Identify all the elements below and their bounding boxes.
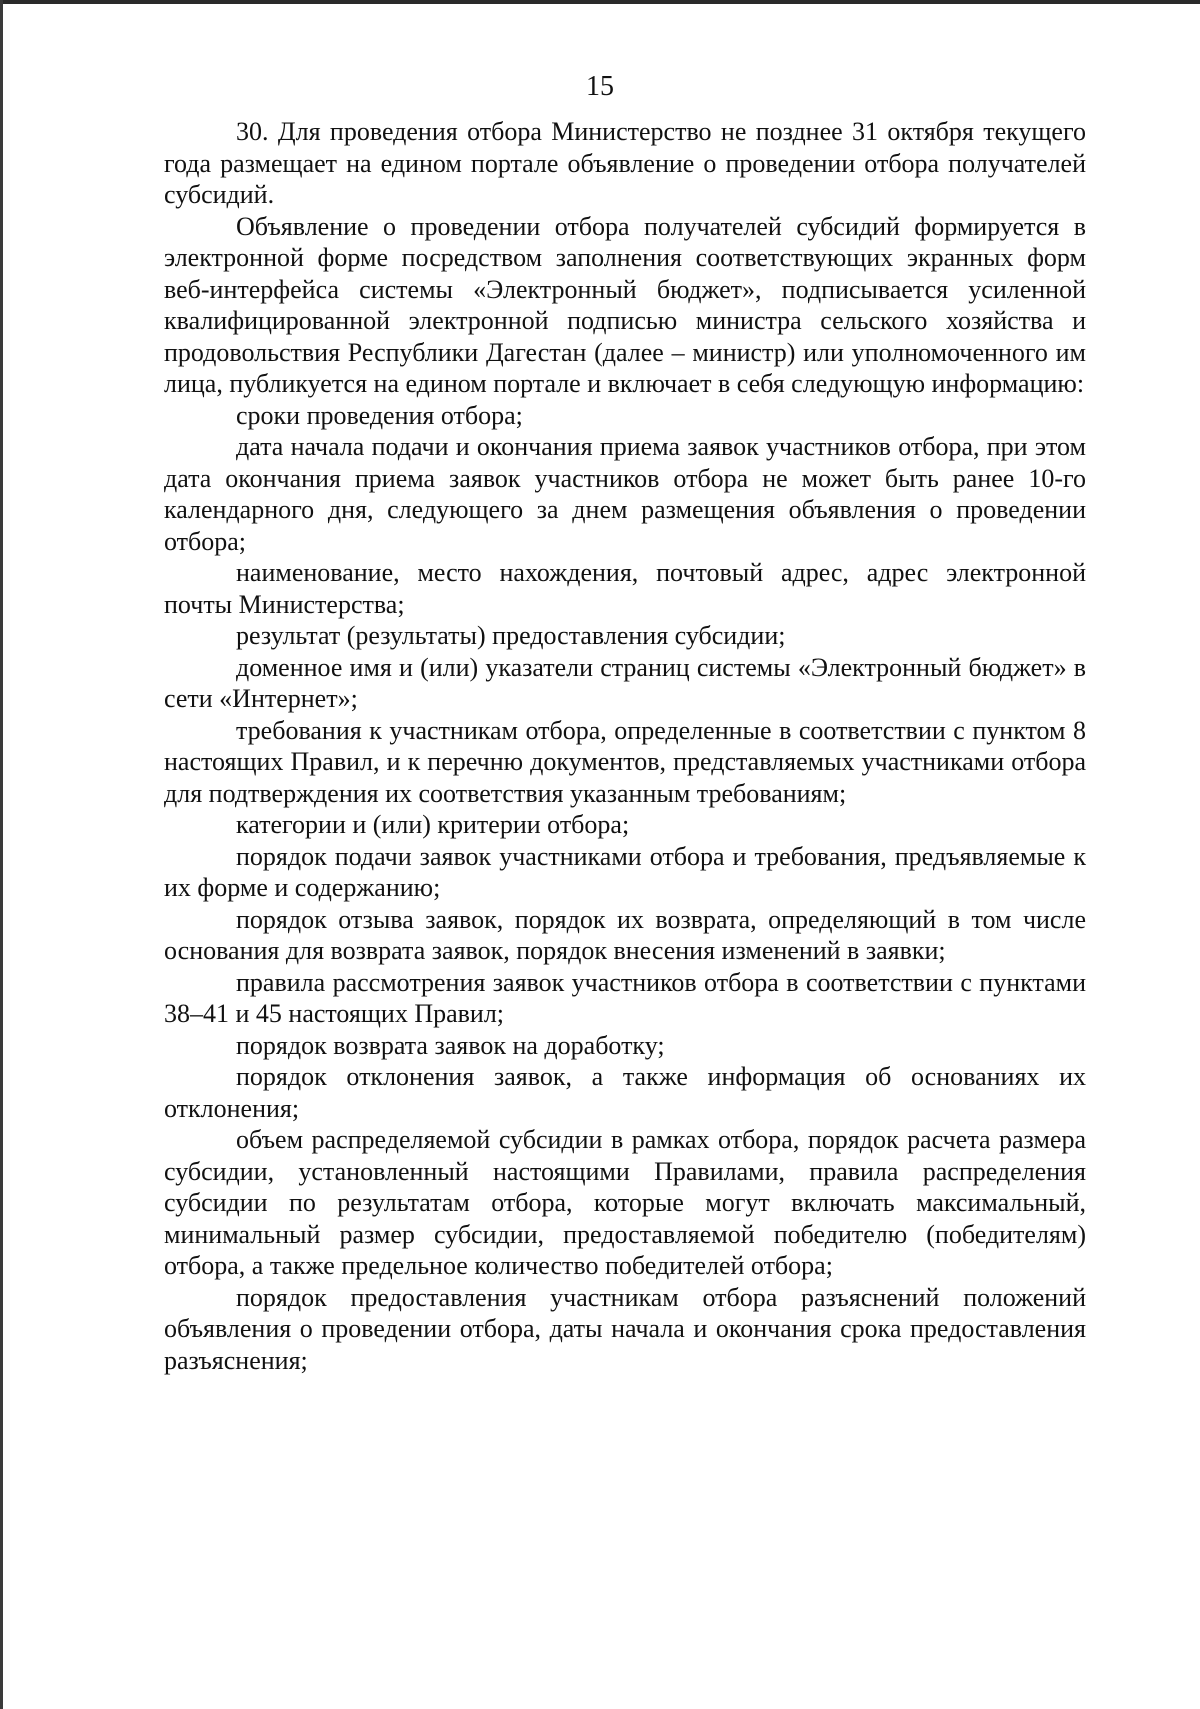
list-item-domain-name: доменное имя и (или) указатели страниц системы «Электронный бюджет» в сети «Интернет»;: [164, 652, 1086, 713]
list-item-subsidy-results: результат (результаты) предоставления субсидии;: [236, 621, 786, 650]
paragraph-announcement: Объявление о проведении отбора получателей субсидий формируется в электронной форме посредством заполнения соответствующих экранных форм веб-интерфейса системы «Электронный бюджет», подписывается усиленной квалифицированной электронной подписью министра сельского хозяйства и продовольствия Республики Дагестан (далее – министр) или уполномоченного им лица, публикуется на едином портале и включает в себя следующую информацию:: [164, 211, 1086, 398]
list-item-selection-dates: сроки проведения отбора;: [236, 400, 523, 430]
scan-edge-top: [0, 0, 1200, 4]
page-number: 15: [586, 71, 614, 102]
list-item-selection-criteria: категории и (или) критерии отбора;: [236, 810, 630, 839]
list-item-participant-requirements: требования к участникам отбора, определенные в соответствии с пунктом 8 настоящих Правил, и к перечню документов, представляемых участниками отбора для подтверждения их соответствия указанным требованиям;: [164, 715, 1086, 808]
scan-edge-left: [0, 0, 3, 1709]
list-item-clarifications: порядок предоставления участникам отбора разъяснений положений объявления о проведении отбора, даты начала и окончания срока предоставления разъяснения;: [164, 1282, 1086, 1375]
list-item-review-rules: правила рассмотрения заявок участников отбора в соответствии с пунктами 38–41 и 45 настоящих Правил;: [164, 967, 1086, 1028]
list-item-ministry-contacts: наименование, место нахождения, почтовый адрес, адрес электронной почты Министерства;: [164, 558, 1086, 619]
list-item-application-procedure: порядок подачи заявок участниками отбора и требования, предъявляемые к их форме и содержанию;: [164, 841, 1086, 902]
list-item-withdrawal-procedure: порядок отзыва заявок, порядок их возврата, определяющий в том числе основания для возврата заявок, порядок внесения изменений в заявки;: [164, 904, 1086, 965]
list-item-application-dates: дата начала подачи и окончания приема заявок участников отбора, при этом дата окончания приема заявок участников отбора не может быть ранее 10-го календарного дня, следующего за днем размещения объявления о проведении отбора;: [164, 432, 1086, 556]
list-item-subsidy-volume: объем распределяемой субсидии в рамках отбора, порядок расчета размера субсидии, установленный настоящими Правилами, правила распределения субсидии по результатам отбора, которые могут включать максимальный, минимальный размер субсидии, предоставляемой победителю (победителям) отбора, а также предельное количество победителей отбора;: [164, 1125, 1086, 1280]
list-item-return-for-revision: порядок возврата заявок на доработку;: [236, 1030, 665, 1060]
paragraph-item-30: 30. Для проведения отбора Министерство не позднее 31 октября текущего года размещает на едином портале объявление о проведении отбора получателей субсидий.: [164, 117, 1086, 209]
list-item-rejection-procedure: порядок отклонения заявок, а также информация об основаниях их отклонения;: [164, 1062, 1086, 1123]
document-body: [164, 116, 1086, 1376]
